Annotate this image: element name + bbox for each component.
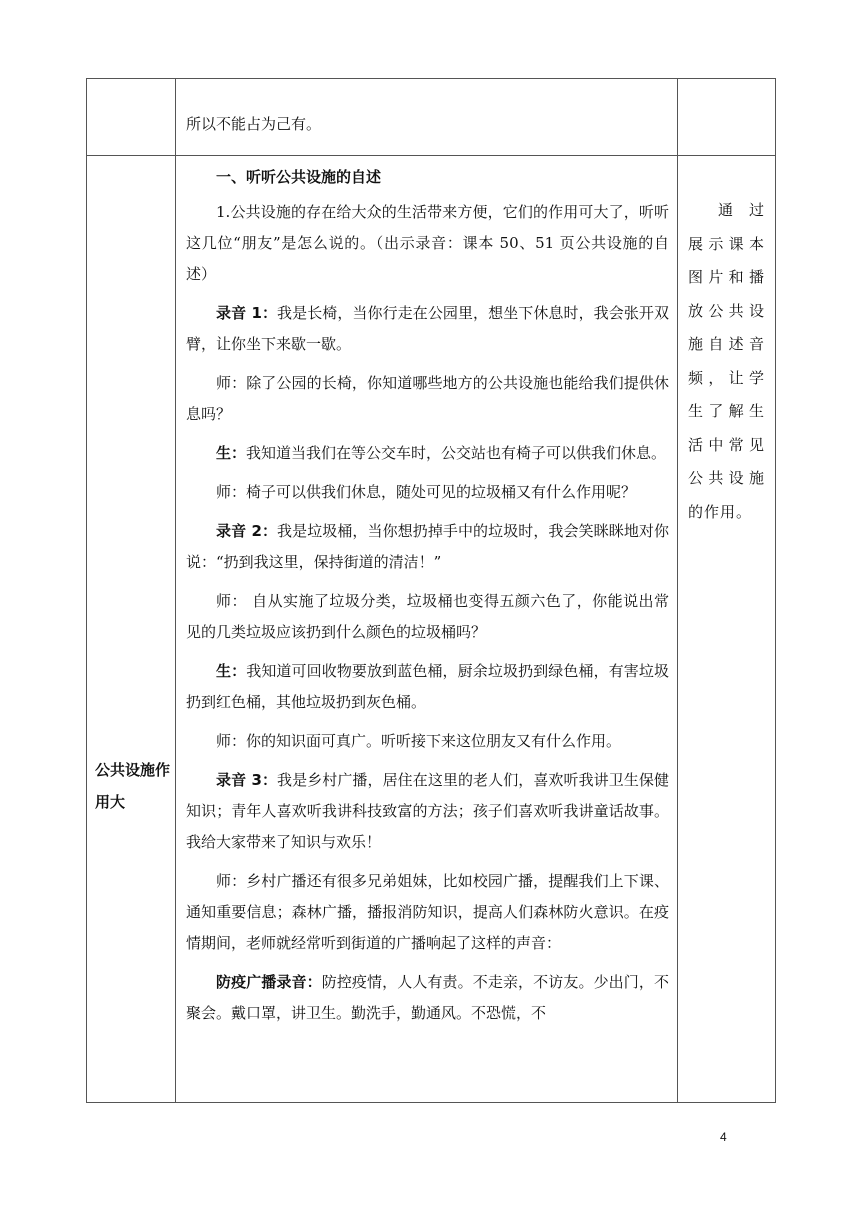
content-body — [176, 156, 677, 1029]
speaker-label: 生： — [216, 444, 247, 462]
dialogue-paragraph — [186, 368, 669, 430]
table-row — [87, 79, 776, 156]
dialogue-text: 防控疫情，人人有责。不走亲，不访友。少出门，不聚会。戴口罩，讲卫生。勤洗手，勤通风。不恐慌，不 — [186, 973, 669, 1022]
dialogue-text: 师：除了公园的长椅，你知道哪些地方的公共设施也能给我们提供休息吗？ — [186, 374, 669, 423]
intro-paragraph: 1.公共设施的存在给大众的生活带来方便，它们的作用可大了，听听这几位“朋友”是怎么说的。（出示录音：课本 50、51 页公共设施的自述） — [186, 203, 669, 283]
dialogue-paragraph — [186, 586, 669, 648]
section-heading: 一、听听公共设施的自述 — [216, 168, 382, 186]
dialogue-paragraph — [186, 298, 669, 360]
design-note: 通过展示课本图片和播放公共设施自述音频，让学生了解生活中常见公共设施的作用。 — [688, 201, 765, 521]
dialogue-text: 师：椅子可以供我们休息，随处可见的垃圾桶又有什么作用呢？ — [216, 483, 637, 501]
dialogue-paragraph — [186, 967, 669, 1029]
speaker-label: 防疫广播录音： — [216, 973, 322, 991]
page-number: 4 — [720, 1130, 727, 1144]
topic-cell-empty — [87, 79, 176, 156]
content-cell — [176, 79, 678, 156]
topic-cell — [87, 156, 176, 1103]
dialogue-text: 师： 自从实施了垃圾分类，垃圾桶也变得五颜六色了，你能说出常见的几类垃圾应该扔到什么颜色的垃圾桶吗？ — [186, 592, 669, 641]
dialogue-paragraph — [186, 477, 669, 508]
speaker-label: 生： — [216, 662, 247, 680]
dialogue-paragraph — [186, 438, 669, 469]
speaker-label: 录音 2： — [216, 522, 278, 540]
topic-label: 公共设施作用大 — [95, 761, 171, 811]
dialogue-text: 我是乡村广播，居住在这里的老人们，喜欢听我讲卫生保健知识；青年人喜欢听我讲科技致富的方法；孩子们喜欢听我讲童话故事。我给大家带来了知识与欢乐！ — [186, 771, 669, 851]
dialogue-paragraph — [186, 726, 669, 757]
speaker-label: 录音 3： — [216, 771, 278, 789]
design-note-cell — [678, 156, 776, 1103]
content-cell — [176, 156, 678, 1103]
dialogue-paragraph — [186, 656, 669, 718]
dialogue-text: 我是长椅，当你行走在公园里，想坐下休息时，我会张开双臂，让你坐下来歇一歇。 — [186, 304, 669, 353]
dialogue-paragraph — [186, 866, 669, 959]
content-text: 所以不能占为己有。 — [186, 115, 322, 133]
dialogue-text: 师：乡村广播还有很多兄弟姐妹，比如校园广播，提醒我们上下课、通知重要信息；森林广播，播报消防知识，提高人们森林防火意识。在疫情期间，老师就经常听到街道的广播响起了这样的声音： — [186, 872, 669, 952]
dialogue-text: 我是垃圾桶，当你想扔掉手中的垃圾时，我会笑眯眯地对你说：“扔到我这里，保持街道的清洁！” — [186, 522, 669, 571]
lesson-plan-table — [86, 78, 776, 1103]
speaker-label: 录音 1： — [216, 304, 278, 322]
dialogue-text: 我知道当我们在等公交车时，公交站也有椅子可以供我们休息。 — [246, 444, 667, 462]
dialogue-text: 我知道可回收物要放到蓝色桶，厨余垃圾扔到绿色桶，有害垃圾扔到红色桶，其他垃圾扔到灰色桶。 — [186, 662, 669, 711]
table-row — [87, 156, 776, 1103]
dialogue-text: 师：你的知识面可真广。听听接下来这位朋友又有什么作用。 — [216, 732, 622, 750]
dialogue-paragraph — [186, 765, 669, 858]
note-cell-empty — [678, 79, 776, 156]
dialogue-paragraph — [186, 516, 669, 578]
